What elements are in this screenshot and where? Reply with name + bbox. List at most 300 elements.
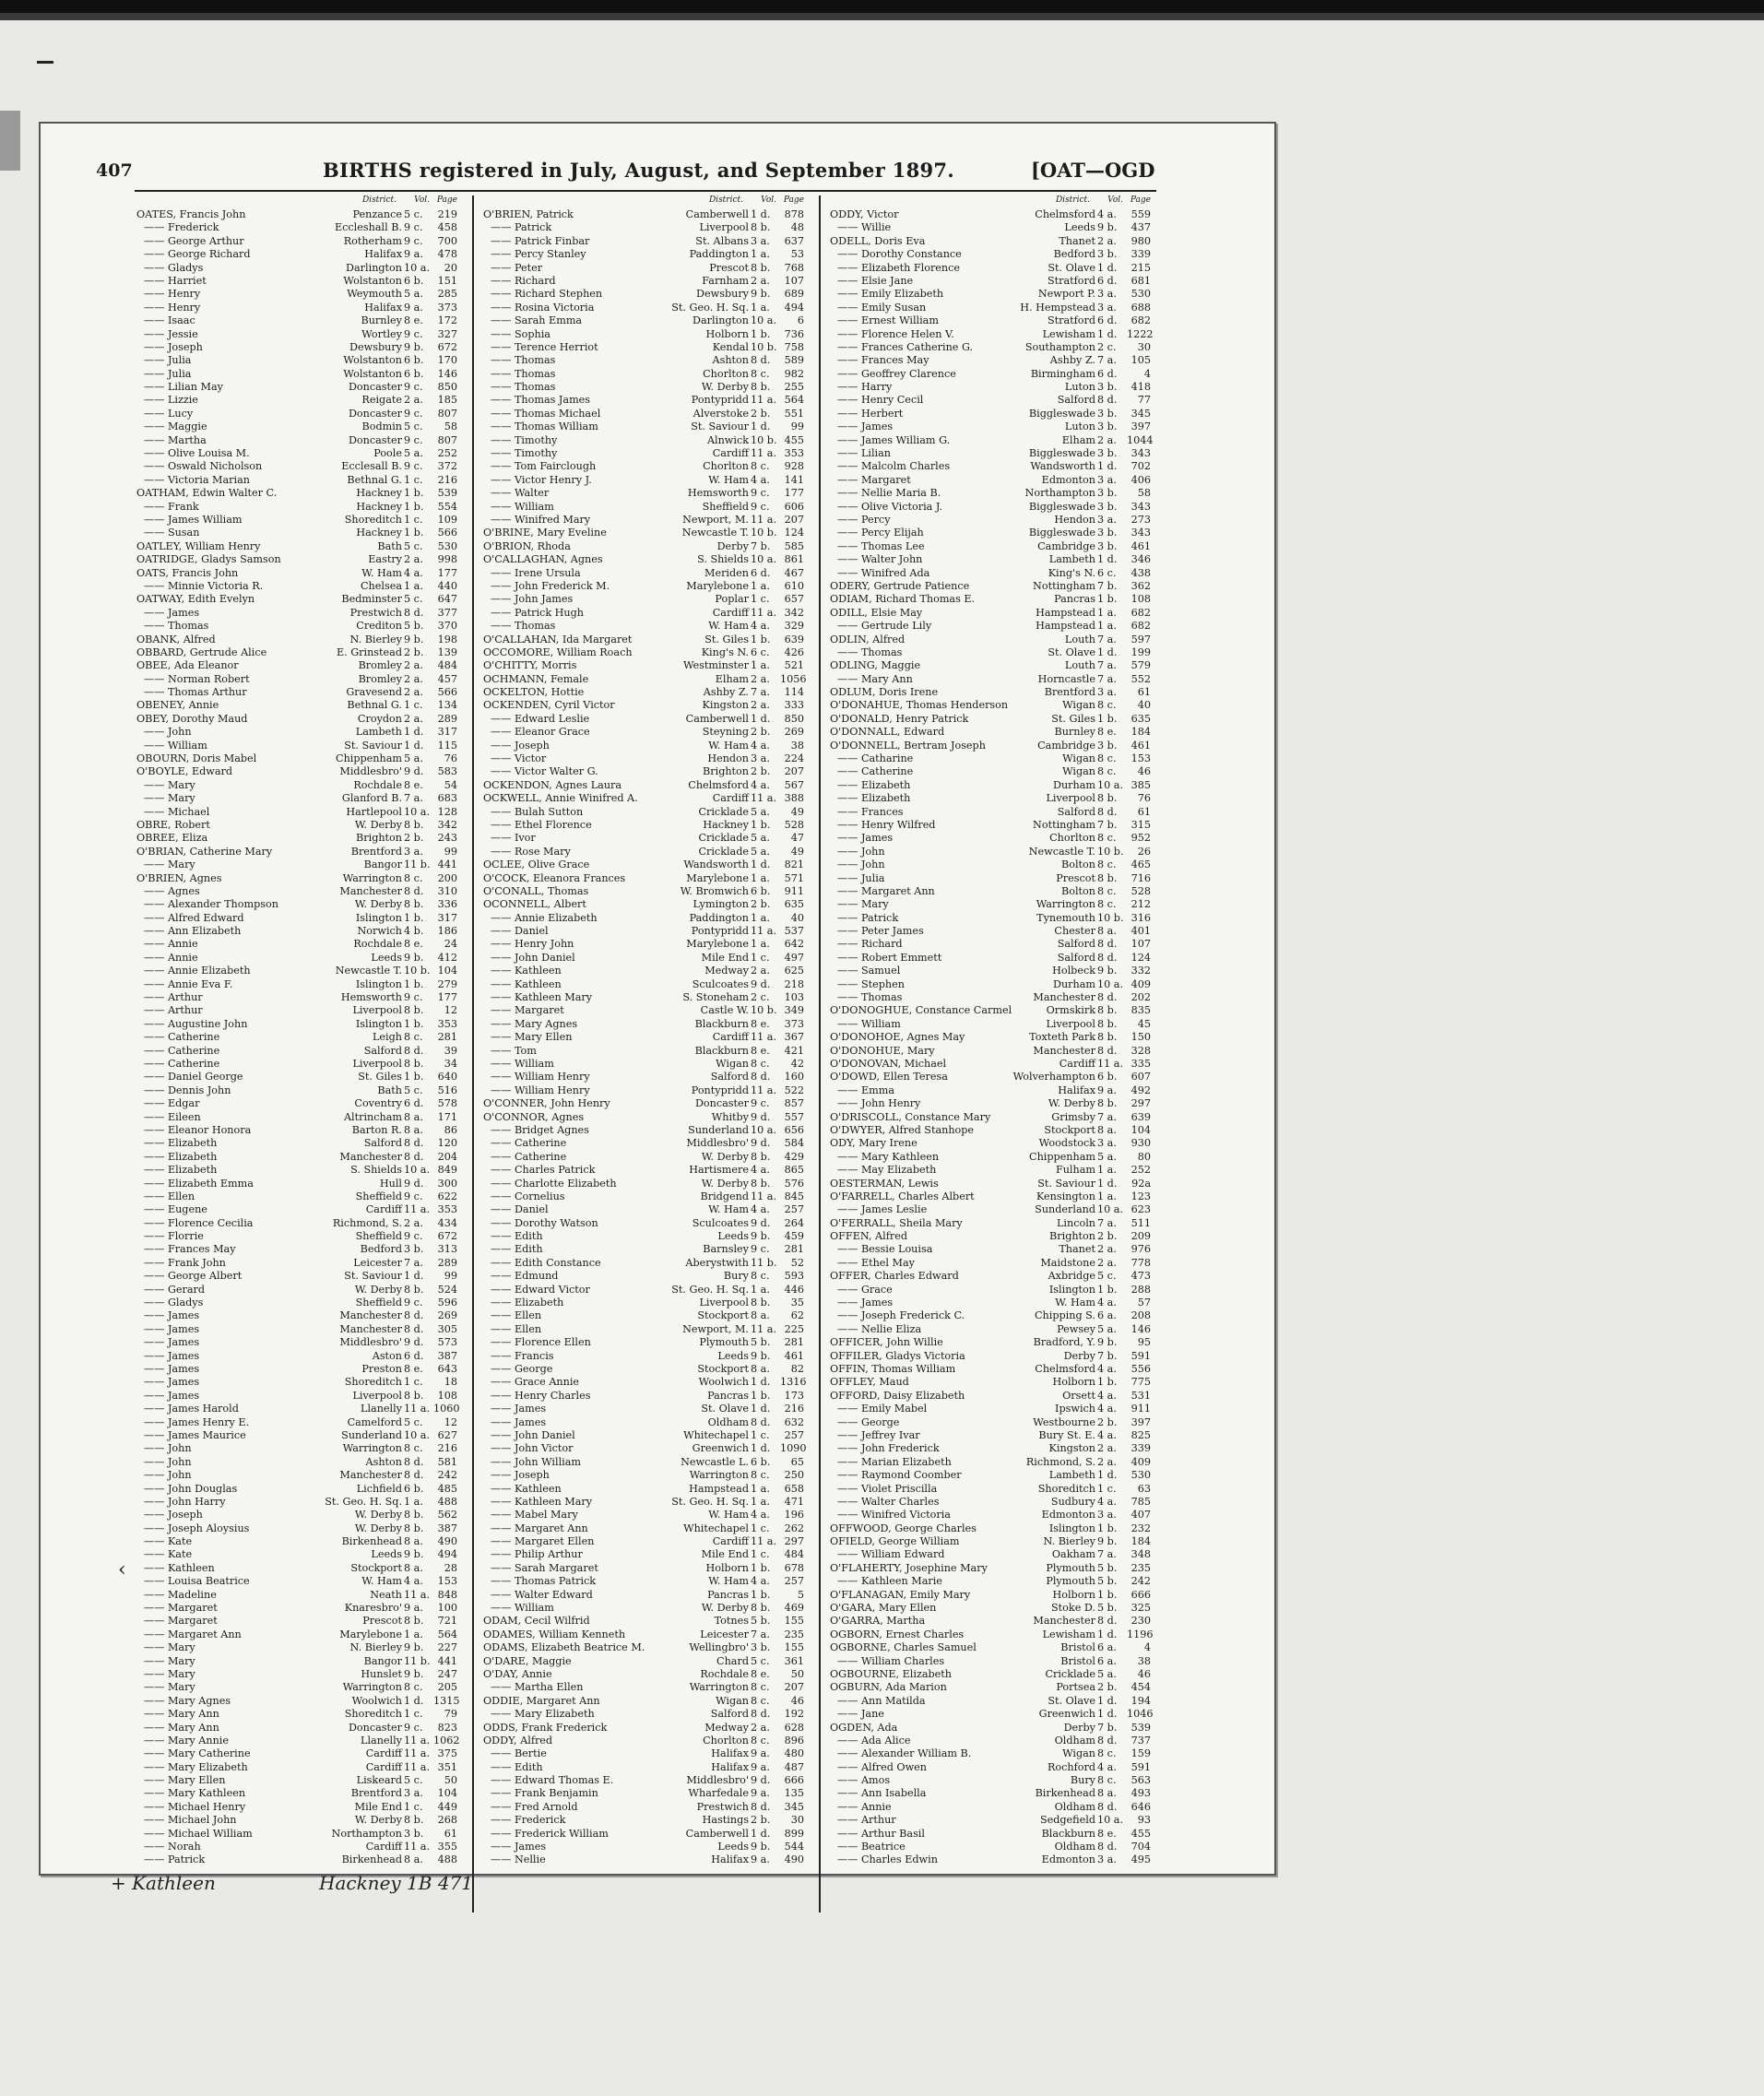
entry-volume: 9 b.	[404, 951, 424, 964]
index-entry	[483, 1243, 804, 1256]
entry-page: 930	[1131, 1137, 1151, 1150]
entry-page: 666	[784, 1774, 804, 1787]
entry-page: 736	[784, 327, 804, 340]
entry-volume: 2 a.	[404, 686, 423, 699]
entry-name: —— Ivor	[491, 832, 728, 845]
entry-name: ODDY, Victor	[830, 208, 899, 220]
entry-district: Cambridge	[1037, 739, 1095, 752]
index-entry	[483, 978, 804, 991]
entry-page: 120	[437, 1137, 457, 1150]
entry-name: ODAMES, William Kenneth	[483, 1628, 626, 1640]
entry-name: —— Victoria Marian	[144, 474, 382, 487]
entry-volume: 9 b.	[404, 633, 424, 645]
entry-name: —— Florence Cecilia	[144, 1217, 382, 1230]
entry-name: —— Emma	[837, 1084, 1075, 1097]
entry-volume: 7 b.	[1097, 1349, 1118, 1362]
entry-page: 76	[444, 752, 457, 765]
entry-district: Elham	[1061, 433, 1095, 446]
index-entry	[136, 1018, 457, 1031]
index-entry	[483, 1270, 804, 1283]
entry-volume: 11 b.	[404, 1654, 431, 1667]
entry-volume: 2 b.	[404, 645, 424, 658]
entry-name: ODY, Mary Irene	[830, 1137, 918, 1150]
entry-page: 212	[1131, 898, 1151, 911]
entry-name: OCLEE, Olive Grace	[483, 859, 590, 871]
index-entry	[483, 819, 804, 832]
entry-page: 473	[1131, 1270, 1151, 1283]
entry-page: 716	[1131, 871, 1151, 884]
entry-name: —— Joseph Frederick C.	[837, 1309, 1075, 1322]
entry-name: —— William Henry	[491, 1071, 728, 1084]
entry-volume: 11 a.	[751, 1031, 777, 1044]
entry-district: Paddington	[689, 248, 749, 261]
entry-name: —— John Frederick M.	[491, 580, 728, 593]
index-entry	[136, 620, 457, 633]
entry-name: ODERY, Gertrude Patience	[830, 579, 970, 592]
page-heading: Page	[1130, 195, 1151, 205]
index-entry	[830, 659, 1151, 672]
entry-name: —— Ada Alice	[837, 1735, 1075, 1747]
entry-volume: 8 d.	[404, 1455, 424, 1468]
entry-page: 407	[1131, 1509, 1151, 1522]
index-entry	[483, 1522, 804, 1535]
entry-page: 124	[784, 527, 804, 539]
entry-name: —— Annie	[144, 938, 382, 951]
index-entry	[136, 302, 457, 314]
entry-page: 336	[437, 898, 457, 911]
entry-volume: 8 e.	[751, 1044, 770, 1057]
entry-name: —— Mabel Mary	[491, 1509, 728, 1522]
entry-page: 49	[790, 805, 804, 818]
index-entry	[136, 1363, 457, 1376]
entry-district: Bolton	[1061, 859, 1095, 871]
entry-volume: 5 a.	[404, 447, 423, 460]
entry-volume: 8 c.	[751, 1734, 770, 1747]
entry-district: Hampstead	[1036, 620, 1095, 633]
entry-name: —— Thomas	[144, 620, 382, 633]
entry-volume: 9 c.	[404, 460, 423, 473]
entry-volume: 8 b.	[404, 1522, 424, 1534]
entry-volume: 8 a.	[404, 1853, 423, 1866]
index-entry	[136, 341, 457, 354]
entry-volume: 1 d.	[1097, 1177, 1118, 1190]
entry-district: Pancras	[707, 1588, 749, 1601]
index-entry	[483, 1695, 804, 1708]
entry-name: —— Mary Ellen	[491, 1031, 728, 1044]
entry-district: Rochdale	[700, 1667, 749, 1680]
entry-page: 551	[784, 407, 804, 420]
index-entry	[483, 1628, 804, 1641]
entry-volume: 9 b.	[404, 1641, 424, 1654]
index-entry	[136, 1217, 457, 1230]
entry-name: —— Mary Agnes	[144, 1695, 382, 1708]
index-entry	[483, 1496, 804, 1509]
entry-page: 194	[1131, 1694, 1151, 1707]
entry-name: —— Gladys	[144, 262, 382, 275]
entry-name: OATWAY, Edith Evelyn	[136, 593, 255, 606]
entry-volume: 9 d.	[751, 1216, 771, 1229]
entry-volume: 8 e.	[1097, 726, 1117, 739]
entry-volume: 10 b.	[751, 527, 777, 539]
index-entry	[830, 713, 1151, 726]
entry-volume: 5 b.	[1097, 1561, 1118, 1574]
entry-volume: 3 a.	[404, 1787, 423, 1800]
entry-page: 343	[1131, 527, 1151, 539]
entry-name: —— Alfred Owen	[837, 1761, 1075, 1774]
index-entry	[483, 1111, 804, 1124]
entry-volume: 1 a.	[751, 579, 770, 592]
index-entry	[830, 567, 1151, 580]
entry-volume: 11 b.	[751, 1256, 777, 1269]
entry-page: 252	[437, 447, 457, 460]
entry-page: 82	[790, 1362, 804, 1375]
entry-page: 1060	[433, 1403, 460, 1415]
entry-page: 297	[784, 1535, 804, 1548]
entry-volume: 8 a.	[404, 1110, 423, 1123]
index-entry	[830, 1509, 1151, 1522]
entry-name: —— Michael William	[144, 1828, 382, 1841]
entry-name: —— James	[144, 1336, 382, 1349]
entry-district: Cardiff	[365, 1747, 402, 1760]
entry-volume: 3 b.	[1097, 447, 1118, 460]
entry-page: 45	[1137, 1017, 1151, 1030]
entry-volume: 8 e.	[404, 1362, 423, 1375]
entry-name: —— James	[491, 1416, 728, 1429]
entry-district: St. Saviour	[691, 420, 749, 433]
entry-page: 469	[784, 1602, 804, 1615]
entry-district: Croydon	[357, 712, 402, 725]
index-entry	[830, 1483, 1151, 1496]
index-entry	[830, 487, 1151, 500]
entry-district: Coventry	[354, 1097, 402, 1110]
entry-district: Plymouth	[1046, 1575, 1095, 1588]
entry-name: O'DONNALL, Edward	[830, 726, 945, 739]
entry-name: —— Mary	[144, 859, 382, 871]
entry-page: 38	[1137, 1654, 1151, 1667]
entry-district: St. Albans	[695, 234, 749, 247]
entry-district: Weymouth	[347, 288, 402, 301]
index-entry	[136, 1681, 457, 1694]
entry-page: 385	[1131, 778, 1151, 791]
entry-page: 184	[1131, 726, 1151, 739]
entry-district: Chorlton	[703, 460, 749, 473]
entry-volume: 9 c.	[404, 1230, 423, 1243]
entry-district: Alnwick	[706, 433, 749, 446]
entry-name: O'CHITTY, Morris	[483, 659, 577, 672]
entry-district: Islington	[355, 1017, 402, 1030]
index-entry	[830, 792, 1151, 805]
entry-district: Prescot	[1056, 871, 1095, 884]
entry-name: —— Bulah Sutton	[491, 806, 728, 819]
entry-volume: 8 b.	[1097, 792, 1118, 805]
entry-district: Newport, M.	[682, 1322, 749, 1335]
entry-volume: 8 d.	[1097, 1615, 1118, 1628]
index-entry	[136, 1111, 457, 1124]
entry-page: 823	[437, 1721, 457, 1734]
entry-volume: 6 a.	[1097, 1654, 1117, 1667]
entry-page: 52	[790, 1256, 804, 1269]
entry-volume: 1 b.	[751, 818, 771, 831]
entry-page: 207	[784, 513, 804, 526]
entry-name: OBANK, Alfred	[136, 633, 216, 645]
entry-district: Woolwich	[698, 1376, 749, 1389]
entry-name: —— Sarah Margaret	[491, 1562, 728, 1575]
entry-name: O'DONAHUE, Thomas Henderson	[830, 699, 1009, 712]
entry-name: —— Tom Fairclough	[491, 460, 728, 473]
index-entry	[483, 740, 804, 752]
entry-page: 159	[1131, 1747, 1151, 1760]
entry-name: —— Edward Leslie	[491, 713, 728, 726]
entry-volume: 5 c.	[404, 1774, 423, 1787]
entry-district: Leicester	[353, 1256, 402, 1269]
entry-volume: 8 d.	[404, 1137, 424, 1150]
entry-name: OBEY, Dorothy Maud	[136, 712, 248, 725]
entry-page: 100	[437, 1602, 457, 1615]
entry-page: 269	[784, 726, 804, 739]
index-entry	[483, 1350, 804, 1363]
entry-volume: 8 c.	[751, 1681, 770, 1694]
entry-district: Lewisham	[1042, 1628, 1095, 1640]
entry-district: Bath	[377, 539, 402, 552]
entry-district: Chelmsford	[1035, 1362, 1095, 1375]
entry-name: —— Winifred Ada	[837, 567, 1075, 580]
entry-page: 511	[1131, 1216, 1151, 1229]
entry-name: —— George Arthur	[144, 235, 382, 248]
entry-page: 243	[437, 832, 457, 845]
index-entry	[483, 792, 804, 805]
entry-page: 76	[1137, 792, 1151, 805]
entry-district: Knaresbro'	[344, 1602, 402, 1615]
index-entry	[830, 938, 1151, 951]
index-entry	[830, 262, 1151, 275]
entry-name: —— Herbert	[837, 408, 1075, 420]
entry-district: Birkenhead	[341, 1853, 402, 1866]
entry-page: 242	[437, 1469, 457, 1482]
entry-name: —— Mary	[144, 1655, 382, 1668]
entry-page: 530	[437, 539, 457, 552]
entry-volume: 1 d.	[1097, 261, 1118, 274]
index-entry	[136, 1124, 457, 1137]
entry-volume: 3 b.	[1097, 248, 1118, 261]
entry-name: —— Frederick	[144, 221, 382, 234]
entry-volume: 2 b.	[1097, 1681, 1118, 1694]
entry-page: 219	[437, 208, 457, 220]
entry-district: Pontypridd	[691, 394, 749, 407]
entry-page: 63	[1137, 1482, 1151, 1495]
entry-district: Altrincham	[343, 1110, 402, 1123]
entry-volume: 8 d.	[1097, 951, 1118, 964]
entry-volume: 3 b.	[1097, 381, 1118, 394]
entry-district: Holborn	[705, 1561, 749, 1574]
entry-volume: 1 a.	[1097, 606, 1117, 619]
entry-district: Birmingham	[1030, 367, 1095, 380]
entry-volume: 3 b.	[1097, 539, 1118, 552]
entry-page: 607	[1131, 1071, 1151, 1084]
entry-volume: 5 a.	[404, 752, 423, 765]
entry-page: 281	[784, 1336, 804, 1349]
entry-volume: 8 b.	[404, 1389, 424, 1402]
entry-volume: 1 a.	[404, 1495, 423, 1508]
entry-name: OFFER, Charles Edward	[830, 1270, 959, 1283]
entry-page: 485	[437, 1482, 457, 1495]
entry-name: —— James	[144, 1390, 382, 1403]
entry-page: 461	[1131, 739, 1151, 752]
entry-name: OATES, Francis John	[136, 208, 246, 220]
entry-volume: 8 b.	[751, 261, 771, 274]
index-entry	[830, 1151, 1151, 1164]
entry-page: 26	[1137, 845, 1151, 858]
entry-volume: 9 c.	[404, 234, 423, 247]
entry-page: 264	[784, 1216, 804, 1229]
entry-page: 635	[1131, 712, 1151, 725]
entry-volume: 7 a.	[1097, 633, 1117, 645]
entry-name: —— Victor	[491, 752, 728, 765]
entry-district: Medway	[704, 1721, 749, 1734]
index-entry	[483, 1535, 804, 1548]
entry-page: 861	[784, 553, 804, 566]
entry-district: Lambeth	[355, 726, 402, 739]
index-column-1	[136, 195, 460, 1867]
entry-volume: 8 a.	[751, 1362, 770, 1375]
entry-volume: 1 a.	[1097, 1164, 1117, 1177]
index-entry	[830, 1535, 1151, 1548]
entry-page: 530	[1131, 288, 1151, 301]
index-entry	[483, 394, 804, 407]
index-entry	[830, 1774, 1151, 1787]
entry-volume: 8 d.	[404, 1469, 424, 1482]
entry-district: Stockport	[1044, 1123, 1095, 1136]
index-entry	[136, 394, 457, 407]
index-entry	[830, 634, 1151, 646]
entry-page: 46	[1137, 1667, 1151, 1680]
entry-volume: 1 a.	[751, 1482, 770, 1495]
entry-page: 658	[784, 1482, 804, 1495]
entry-page: 216	[784, 1403, 804, 1415]
entry-page: 639	[1131, 1110, 1151, 1123]
entry-name: —— Edith	[491, 1761, 728, 1774]
entry-district: Holborn	[1052, 1588, 1095, 1601]
entry-district: Pontypridd	[691, 925, 749, 938]
entry-volume: 8 b.	[1097, 1004, 1118, 1017]
entry-volume: 5 a.	[751, 845, 770, 858]
entry-name: —— Florence Ellen	[491, 1336, 728, 1349]
index-entry	[483, 1641, 804, 1654]
index-entry	[136, 501, 457, 514]
entry-page: 200	[437, 871, 457, 884]
entry-district: Sedgefield	[1039, 1814, 1095, 1827]
entry-volume: 3 b.	[404, 1827, 424, 1840]
entry-name: —— Ann Elizabeth	[144, 925, 382, 938]
entry-volume: 2 b.	[1097, 1415, 1118, 1428]
index-entry	[136, 1203, 457, 1216]
index-entry	[136, 1747, 457, 1760]
entry-volume: 4 a.	[751, 1164, 770, 1177]
entry-district: Chorlton	[703, 367, 749, 380]
entry-page: 177	[784, 487, 804, 500]
entry-district: Bangor	[363, 859, 402, 871]
index-entry	[483, 659, 804, 672]
entry-page: 625	[784, 965, 804, 977]
entry-name: —— Catharine	[837, 752, 1075, 765]
entry-volume: 10 a.	[404, 805, 431, 818]
entry-page: 531	[1131, 1389, 1151, 1402]
entry-district: Newport, M.	[682, 513, 749, 526]
entry-district: Nottingham	[1033, 818, 1095, 831]
entry-page: 250	[784, 1469, 804, 1482]
entry-name: —— Frances May	[144, 1243, 382, 1256]
entry-district: Chelsea	[361, 579, 402, 592]
entry-page: 12	[444, 1004, 457, 1017]
entry-district: Marylebone	[686, 579, 749, 592]
index-entry	[136, 1483, 457, 1496]
entry-page: 488	[437, 1853, 457, 1866]
entry-name: —— Joseph	[491, 1469, 728, 1482]
entry-name: —— James	[144, 1309, 382, 1322]
entry-district: Salford	[1057, 938, 1095, 951]
entry-district: Brighton	[1049, 1230, 1095, 1243]
entry-volume: 3 b.	[404, 1243, 424, 1256]
entry-page: 65	[790, 1455, 804, 1468]
entry-volume: 2 b.	[751, 1814, 771, 1827]
entry-name: —— Walter Charles	[837, 1496, 1075, 1509]
index-entry	[483, 408, 804, 420]
index-entry	[483, 607, 804, 620]
index-entry	[483, 832, 804, 845]
entry-volume: 1 c.	[751, 951, 770, 964]
entry-page: 107	[784, 274, 804, 287]
entry-district: Edmonton	[1041, 473, 1095, 486]
index-entry	[136, 1350, 457, 1363]
entry-district: Derby	[1063, 1721, 1095, 1734]
entry-page: 92a	[1131, 1177, 1151, 1190]
entry-district: Poplar	[715, 593, 749, 606]
entry-volume: 6 a.	[1097, 1309, 1117, 1322]
index-entry	[136, 1045, 457, 1058]
index-entry	[136, 580, 457, 593]
entry-name: —— Victor Walter G.	[491, 765, 728, 778]
entry-page: 672	[437, 1230, 457, 1243]
entry-page: 160	[784, 1071, 804, 1084]
entry-page: 192	[784, 1708, 804, 1721]
index-entry	[136, 1164, 457, 1177]
entry-volume: 2 a.	[404, 659, 423, 672]
entry-page: 825	[1131, 1428, 1151, 1441]
index-entry	[136, 659, 457, 672]
entry-name: —— Arthur	[837, 1814, 1075, 1827]
column-heading	[483, 195, 804, 208]
entry-district: Derby	[1063, 1349, 1095, 1362]
entry-name: —— Bertie	[491, 1747, 728, 1760]
index-entry	[830, 686, 1151, 699]
entry-page: 86	[444, 1123, 457, 1136]
index-entry	[483, 341, 804, 354]
entry-name: —— Mary Annie	[144, 1735, 382, 1747]
index-entry	[830, 1641, 1151, 1654]
entry-volume: 8 d.	[1097, 1800, 1118, 1813]
entry-district: W. Derby	[701, 1177, 749, 1190]
entry-district: Warrington	[342, 1681, 402, 1694]
entry-district: Hull	[379, 1177, 402, 1190]
index-entry	[483, 1853, 804, 1866]
entry-district: Biggleswade	[1028, 447, 1095, 460]
entry-volume: 9 b.	[404, 1548, 424, 1561]
entry-page: 349	[784, 1004, 804, 1017]
entry-district: St. Geo. H. Sq.	[325, 1495, 402, 1508]
entry-name: —— Kathleen	[491, 978, 728, 991]
page-heading: Page	[436, 195, 457, 205]
entry-name: —— Richard	[491, 275, 728, 288]
entry-name: OFFICER, John Willie	[830, 1336, 943, 1349]
